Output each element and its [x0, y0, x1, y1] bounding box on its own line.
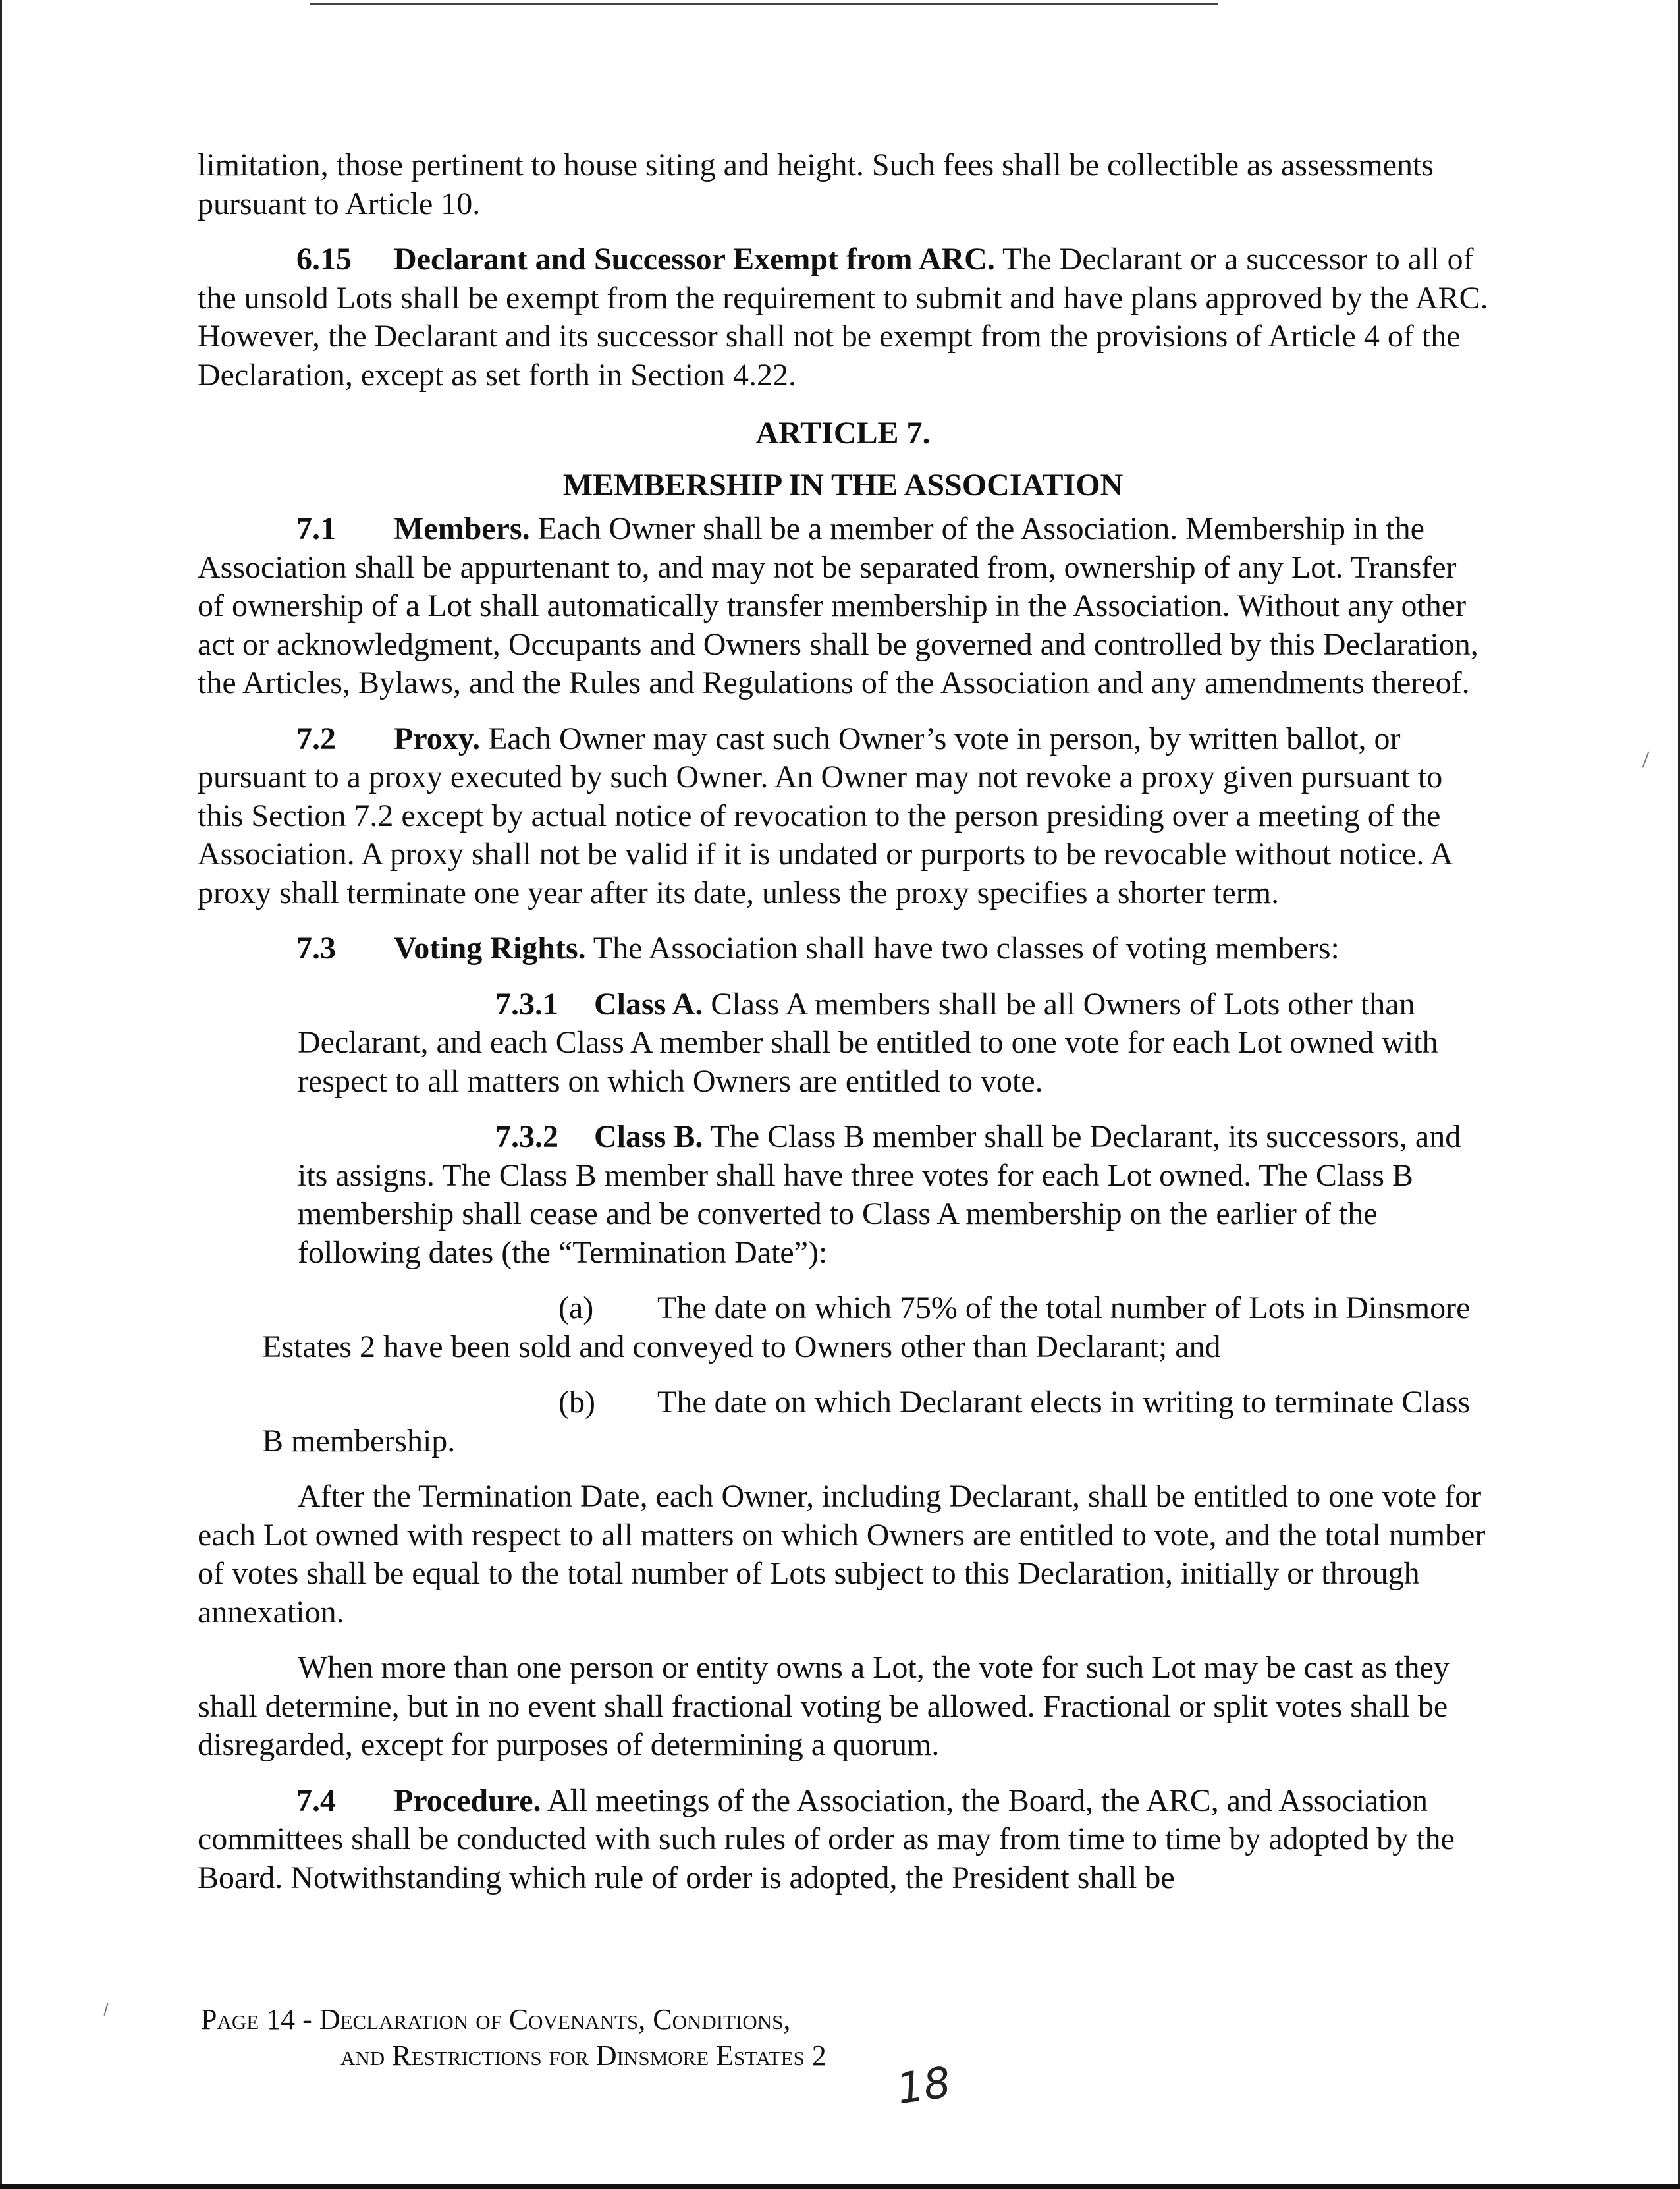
- termination-paragraph: After the Termination Date, each Owner, including Declarant, shall be entitled to one vote for each Lot owned with respect to all matters on which Owners are entitled to vote, and the total number of votes shall be equal to the total number of Lots subject to this Declaration, initially or through annexation.: [198, 1479, 1486, 1630]
- section-text: The Association shall have two classes of voting members:: [585, 931, 1340, 966]
- section-number: 7.1: [296, 511, 336, 546]
- subsection-title: Class A.: [594, 986, 703, 1022]
- section-7-3-2: [298, 1118, 1488, 1272]
- document-body: [198, 146, 1488, 1914]
- margin-mark: [1642, 751, 1650, 767]
- section-number: 7.4: [296, 1783, 336, 1818]
- section-text: Each Owner may cast such Owner’s vote in person, by written ballot, or pursuant to a proxy executed by such Owner. An Owner may not revoke a proxy given pursuant to this Section 7.2 except by actual notice of revocation to the person presiding over a meeting of the Association. A proxy shall not be valid if it is undated or purports to be revocable without notice. A proxy shall terminate one year after its date, unless the proxy specifies a shorter term.: [198, 721, 1451, 910]
- section-title: Voting Rights.: [394, 931, 586, 966]
- section-7-3: [198, 929, 1488, 968]
- section-title: Declarant and Successor Exempt from ARC.: [394, 242, 995, 277]
- section-number: 7.2: [296, 721, 336, 756]
- section-text: The Declarant or a successor to all of the unsold Lots shall be exempt from the requirement to submit and have plans approved by the ARC. However, the Declarant and its successor shall not be exempt from the provisions of Article 4 of the Declaration, except as set forth in Section 4.22.: [198, 242, 1488, 393]
- item-marker: (b): [558, 1385, 595, 1420]
- footer-line-1: Page 14 - Declaration of Covenants, Conditions,: [201, 2003, 791, 2036]
- subsection-title: Class B.: [594, 1119, 703, 1154]
- handwritten-page-mark: 18: [894, 2058, 954, 2115]
- section-7-3-1: [298, 985, 1488, 1101]
- section-title: Proxy.: [394, 721, 481, 756]
- top-rule: [310, 3, 1218, 5]
- margin-mark-left: [103, 2003, 108, 2016]
- section-number: 6.15: [296, 242, 352, 277]
- item-text: The date on which Declarant elects in writing to terminate Class B membership.: [262, 1385, 1471, 1458]
- subsection-text: The Class B member shall be Declarant, its successors, and its assigns. The Class B member shall have three votes for each Lot owned. The Class B membership shall cease and be converted to Class A membership on the earlier of the following dates (the “Termination Date”):: [298, 1119, 1461, 1270]
- section-title: Procedure.: [394, 1783, 541, 1818]
- item-b: [262, 1383, 1488, 1460]
- section-7-4: [198, 1782, 1488, 1898]
- section-6-15: [198, 240, 1488, 395]
- footer-line-2: and Restrictions for Dinsmore Estates 2: [340, 2039, 826, 2072]
- subsection-text: Class A members shall be all Owners of Lots other than Declarant, and each Class A member shall be entitled to one vote for each Lot owned with respect to all matters on which Owners are entitled to vote.: [298, 986, 1438, 1099]
- page-footer: [201, 2001, 826, 2074]
- section-text: All meetings of the Association, the Board, the ARC, and Association committees shall be conducted with such rules of order as may from time to time by adopted by the Board. Notwithstanding which rule of order is adopted, the President shall be: [198, 1783, 1455, 1895]
- article-label: ARTICLE 7.: [755, 416, 931, 451]
- scan-border-bottom: [0, 2184, 1680, 2189]
- subsection-number: 7.3.1: [495, 986, 558, 1022]
- article-title: MEMBERSHIP IN THE ASSOCIATION: [562, 467, 1124, 503]
- item-text: The date on which 75% of the total number of Lots in Dinsmore Estates 2 have been sold and conveyed to Owners other than Declarant; and: [262, 1290, 1471, 1364]
- subsection-number: 7.3.2: [495, 1119, 558, 1154]
- item-a: [262, 1289, 1488, 1366]
- section-number: 7.3: [296, 931, 336, 966]
- multiple-owners-paragraph: When more than one person or entity owns a Lot, the vote for such Lot may be cast as they shall determine, but in no event shall fractional voting be allowed. Fractional or split votes shall be disregarded, except for purposes of determining a quorum.: [198, 1650, 1450, 1762]
- scan-border-left: [0, 0, 2, 2189]
- section-title: Members.: [394, 511, 530, 546]
- section-7-2: [198, 720, 1488, 913]
- section-text: Each Owner shall be a member of the Association. Membership in the Association shall be appurtenant to, and may not be separated from, ownership of any Lot. Transfer of ownership of a Lot shall automatically transfer membership in the Association. Without any other act or acknowledgment, Occupants and Owners shall be governed and controlled by this Declaration, the Articles, Bylaws, and the Rules and Regulations of the Association and any amendments thereof.: [198, 511, 1478, 700]
- continuation-paragraph: limitation, those pertinent to house siting and height. Such fees shall be collectible as assessments pursuant to Article 10.: [198, 148, 1434, 221]
- section-7-1: [198, 510, 1488, 703]
- item-marker: (a): [558, 1290, 594, 1325]
